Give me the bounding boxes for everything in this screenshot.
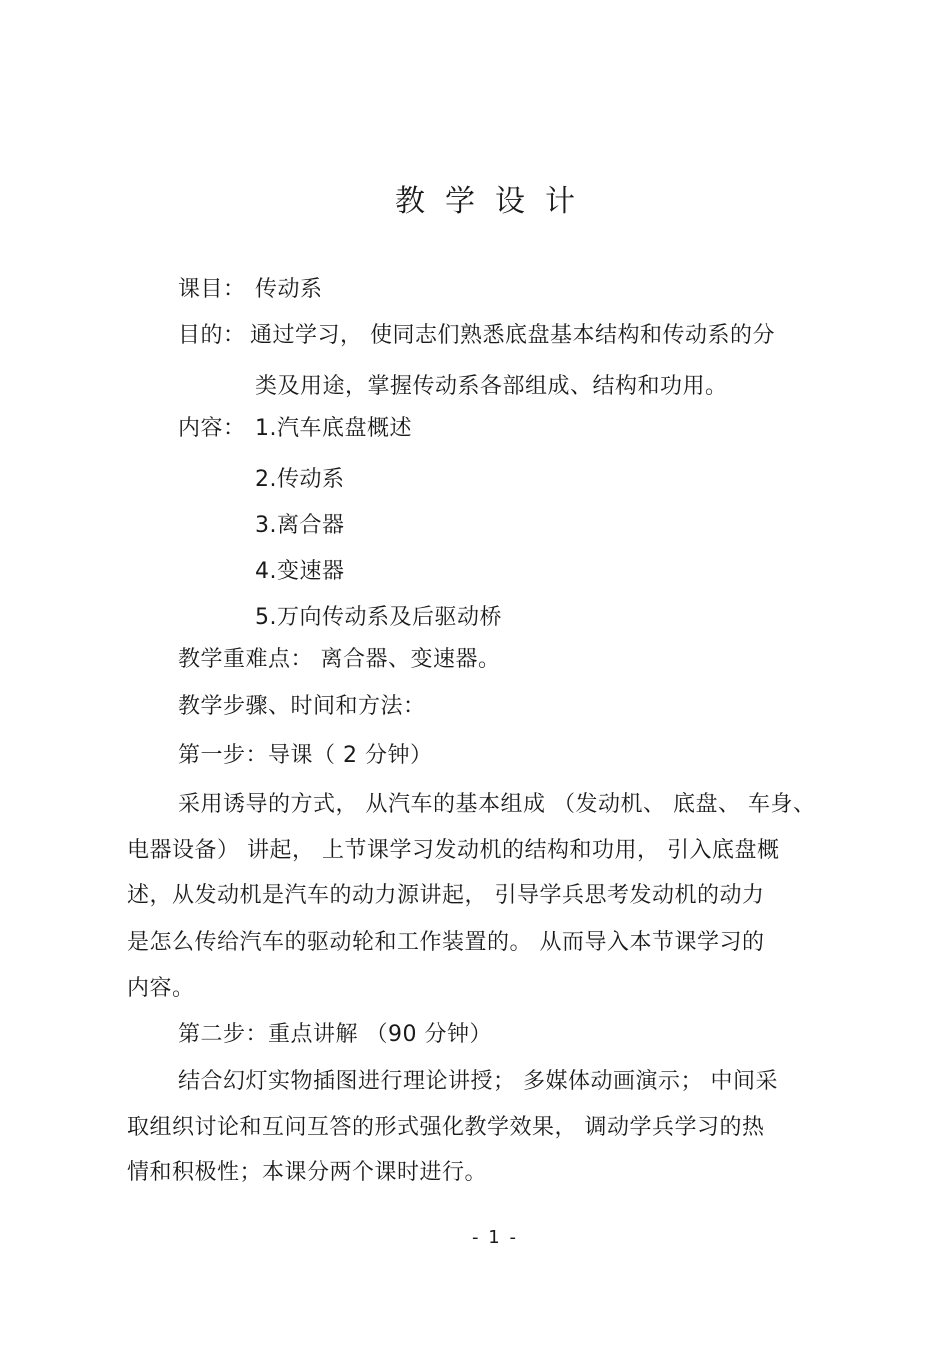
steps-heading: 教学步骤、时间和方法：: [178, 694, 426, 719]
content-label: 内容：: [178, 416, 246, 441]
content-item: 1.汽车底盘概述: [255, 416, 412, 441]
course-value: 传动系: [255, 277, 323, 302]
purpose-line-1: 通过学习， 使同志们熟悉底盘基本结构和传动系的分: [250, 323, 775, 348]
step2-paragraph-line: 情和积极性；本课分两个课时进行。: [127, 1160, 488, 1185]
key-points: 教学重难点： 离合器、变速器。: [178, 647, 501, 672]
course-label: 课目：: [178, 277, 246, 302]
document-title: 教学设计: [395, 184, 595, 219]
content-item: 4.变速器: [255, 559, 345, 584]
step1-heading: 第一步：导课（ 2 分钟）: [178, 743, 433, 768]
content-item: 5.万向传动系及后驱动桥: [255, 605, 502, 630]
step1-paragraph-line: 内容。: [127, 976, 195, 1001]
purpose-label: 目的：: [178, 323, 246, 348]
step1-paragraph-line: 电器设备） 讲起， 上节课学习发动机的结构和功用， 引入底盘概: [127, 838, 780, 863]
content-item: 3.离合器: [255, 513, 345, 538]
purpose-line-2: 类及用途，掌握传动系各部组成、结构和功用。: [255, 374, 728, 399]
step1-paragraph-line: 是怎么传给汽车的驱动轮和工作装置的。 从而导入本节课学习的: [127, 930, 765, 955]
page-number: - 1 -: [472, 1227, 518, 1248]
step2-heading: 第二步：重点讲解 （90 分钟）: [178, 1022, 492, 1047]
content-item: 2.传动系: [255, 467, 345, 492]
step1-paragraph-line: 采用诱导的方式， 从汽车的基本组成 （发动机、 底盘、 车身、: [178, 792, 816, 817]
step1-paragraph-line: 述，从发动机是汽车的动力源讲起， 引导学兵思考发动机的动力: [127, 883, 765, 908]
step2-paragraph-line: 取组织讨论和互问互答的形式强化教学效果， 调动学兵学习的热: [127, 1115, 765, 1140]
step2-paragraph-line: 结合幻灯实物插图进行理论讲授； 多媒体动画演示； 中间采: [178, 1069, 778, 1094]
